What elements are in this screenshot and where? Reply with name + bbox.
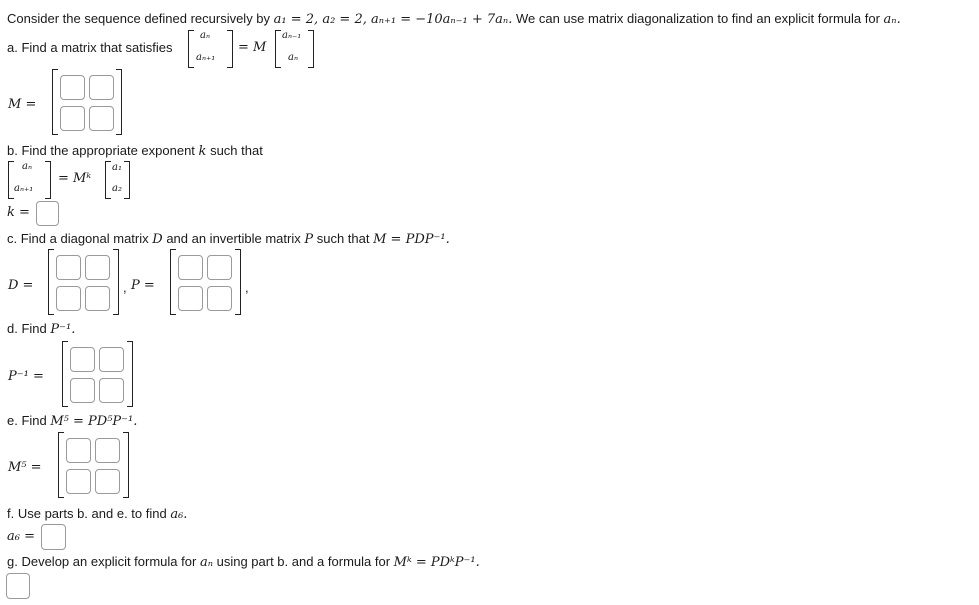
bracket-right (113, 249, 119, 315)
d12-input[interactable] (85, 255, 110, 280)
part-c-var-p: P (304, 232, 314, 247)
part-b-tail: such that (210, 143, 263, 158)
bracket-right (308, 30, 314, 68)
equals-m: = M (238, 40, 267, 55)
part-e-prompt (7, 413, 137, 429)
part-g-formula: Mᵏ = PDᵏP⁻¹. (393, 555, 480, 570)
m5-11-input[interactable] (66, 438, 91, 463)
d-label: D = (8, 278, 34, 293)
part-c-tail: such that (316, 231, 370, 246)
part-b-var: k (198, 144, 207, 159)
bracket-left (52, 69, 58, 135)
part-f-var: a₆. (170, 507, 188, 522)
problem-statement (7, 11, 901, 27)
d11-input[interactable] (56, 255, 81, 280)
part-a-prompt: a. Find a matrix that satisfies (7, 40, 173, 55)
bracket-left (58, 432, 64, 498)
bracket-right (45, 161, 51, 199)
comma: , (245, 280, 249, 295)
rhs-bottom: aₙ (288, 52, 299, 63)
bracket-left (170, 249, 176, 315)
m-label: M = (8, 97, 37, 112)
m5-12-input[interactable] (95, 438, 120, 463)
p-inverse-label: P⁻¹ = (8, 369, 44, 384)
bracket-right (123, 432, 129, 498)
part-f-text: f. Use parts b. and e. to find (7, 506, 167, 521)
part-g-mid: using part b. and a formula for (216, 554, 391, 569)
bracket-right (127, 341, 133, 407)
m11-input[interactable] (60, 75, 85, 100)
part-c-var-d: D (152, 232, 163, 247)
explicit-formula-input[interactable] (6, 573, 30, 599)
equals-mk: = Mᵏ (58, 171, 92, 186)
part-b-text: b. Find the appropriate exponent (7, 143, 195, 158)
m5-22-input[interactable] (95, 469, 120, 494)
k-input[interactable] (36, 201, 59, 226)
part-c-formula: M = PDP⁻¹. (373, 232, 450, 247)
m12-input[interactable] (89, 75, 114, 100)
part-c-text: c. Find a diagonal matrix (7, 231, 149, 246)
bracket-right (124, 161, 130, 199)
part-e-formula: M⁵ = PD⁵P⁻¹. (50, 414, 138, 429)
m22-input[interactable] (89, 106, 114, 131)
rhs-top: a₁ (112, 162, 122, 173)
lhs-bottom: aₙ₊₁ (196, 52, 216, 63)
pinv12-input[interactable] (99, 347, 124, 372)
p11-input[interactable] (178, 255, 203, 280)
bracket-left (62, 341, 68, 407)
part-d-text: d. Find (7, 321, 47, 336)
part-e-text: e. Find (7, 413, 47, 428)
recurrence-formula: a₁ = 2, a₂ = 2, aₙ₊₁ = −10aₙ₋₁ + 7aₙ. (273, 12, 513, 27)
p21-input[interactable] (178, 286, 203, 311)
pinv21-input[interactable] (70, 378, 95, 403)
lhs-bottom: aₙ₊₁ (14, 183, 34, 194)
part-g-prompt (7, 554, 480, 570)
rhs-top: aₙ₋₁ (282, 30, 302, 41)
part-g-text: g. Develop an explicit formula for (7, 554, 197, 569)
lhs-top: aₙ (200, 30, 211, 41)
m21-input[interactable] (60, 106, 85, 131)
m5-label: M⁵ = (8, 460, 42, 475)
bracket-left (275, 30, 281, 68)
bracket-right (235, 249, 241, 315)
part-b-prompt (7, 143, 263, 159)
bracket-left (105, 161, 111, 199)
p12-input[interactable] (207, 255, 232, 280)
a6-input[interactable] (41, 524, 66, 550)
m5-21-input[interactable] (66, 469, 91, 494)
rhs-bottom: a₂ (112, 183, 122, 194)
part-c-prompt (7, 231, 450, 247)
part-d-prompt (7, 321, 75, 337)
bracket-right (116, 69, 122, 135)
intro-text: Consider the sequence defined recursively by (7, 11, 271, 26)
d21-input[interactable] (56, 286, 81, 311)
p-label: P = (131, 278, 155, 293)
d22-input[interactable] (85, 286, 110, 311)
pinv22-input[interactable] (99, 378, 124, 403)
bracket-right (227, 30, 233, 68)
k-label: k = (7, 205, 30, 220)
pinv11-input[interactable] (70, 347, 95, 372)
p22-input[interactable] (207, 286, 232, 311)
intro-tail-text: We can use matrix diagonalization to find an explicit formula for (515, 11, 880, 26)
intro-variable: aₙ. (883, 12, 901, 27)
lhs-top: aₙ (22, 161, 33, 172)
part-g-var: aₙ (199, 555, 213, 570)
part-c-mid: and an invertible matrix (166, 231, 301, 246)
bracket-left (48, 249, 54, 315)
a6-label: a₆ = (7, 529, 35, 544)
bracket-left (188, 30, 194, 68)
comma: , (123, 280, 127, 295)
part-f-prompt (7, 506, 187, 522)
part-d-formula: P⁻¹. (50, 322, 76, 337)
